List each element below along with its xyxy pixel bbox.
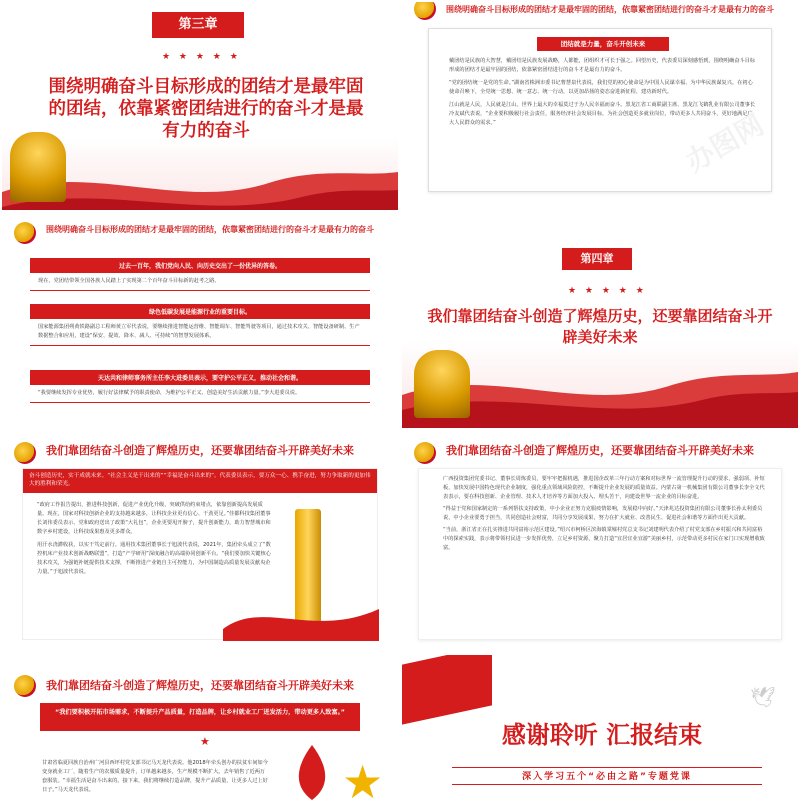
paragraph: “当前，浙江省正在扎实推进共同富裕示范区建设。”绍兴市柯桥区滨海镇棠墟村党总支书记刘建明代表介绍了村党支部在乡村振兴和共同富裕中的探索实践，表示将带领村民进一步发挥优势，立足乡村资源，聚力打造“宜居宜业宜游”美丽乡村，示范带动更多村民在家门口实现增收致富。: [443, 527, 765, 551]
header-title: 我们靠团结奋斗创造了辉煌历史，还要靠团结奋斗开辟美好未来: [46, 444, 354, 457]
paragraph: “政府工作报告提出，推进科技创新，促进产业优化升级，突破供给约束堵点，依靠创新提高发展质量。现在，国家对科技创新企业的支持越来越多，让科技企业更有信心、干劲更足。”佳都科技集团董事长刘伟委员表示。党和政府送出了政策“大礼包”，企业更要甩开膀子，提升创新能力，助力智慧城市和数字乡村建设，让科技成果惠及更多群众。: [37, 502, 271, 535]
paragraph: “党的团结统一是党的生命。”湖南省株洲市委书记曹慧泉代表说，我们党的初心使命是为中国人民谋幸福、为中华民族谋复兴。在初心使命召唤下，全党统一思想、统一意志、统一行动，以更加昂扬的姿态奋进新征程、建功新时代。: [449, 80, 753, 95]
party-emblem-icon: [414, 2, 436, 20]
content-card: [428, 28, 772, 192]
slide-header: [2, 210, 398, 250]
point-block-1: [30, 258, 370, 291]
slide-header: [402, 430, 798, 470]
slide-header: [2, 430, 398, 470]
card-text: [449, 57, 757, 128]
paragraph: 戴团结是民族的大智慧，戴团结是民族发展战略，人都能，团组织才可长于强之。回望历史，代表委员深刻感悟到，围绕明确奋斗目标形成的团结才是最牢固的团结，依靠紧密团结进行的奋斗才是最有力的奋斗。: [449, 58, 756, 73]
chapter-heading: 我们靠团结奋斗创造了辉煌历史，还要靠团结奋斗开辟美好未来: [427, 307, 773, 346]
slide-unity-strength[interactable]: [402, 2, 798, 220]
slide-header: [2, 655, 398, 695]
slide-enterprise-voices[interactable]: [402, 430, 798, 648]
chapter-badge: 第三章: [152, 12, 244, 38]
thank-you-title: 感谢聆听 汇报结束: [501, 721, 703, 749]
content-card: [418, 468, 782, 640]
header-title: 围绕明确奋斗目标形成的团结才是最牢固的团结，依靠紧密团结进行的奋斗才是最有力的奋斗: [446, 5, 774, 14]
point-title: 过去一百年，我们党向人民、向历史交出了一份优异的答卷。: [30, 258, 370, 273]
point-text: “我要继续发挥专业优势，履行好法律赋予的职责使命，为维护公平正义、创造美好生活贡献力量。”李大进委员说。: [30, 385, 370, 403]
point-title: 天达共和律师事务所主任李大进委员表示，要守护公平正义，推动社会和谐。: [30, 370, 370, 385]
paragraph: 用汗水浇灌收获，以实干笃定前行。通用技术集团董事长于旭波代表说，2021年，集团牵头成立了“数控机床产业技术创新战略联盟”，打造“产学研用”深度融合的高端协同创新平台。“我们要加快关键核心技术攻关，为强链补链提供技术支撑，不断推进产业链自主可控能力，为中国制造高质量发展贡献央企力量。”于旭波代表说。: [37, 542, 271, 575]
point-block-2: [30, 304, 370, 346]
header-title: 围绕明确奋斗目标形成的团结才是最牢固的团结，依靠紧密团结进行的奋斗才是最有力的奋斗: [46, 225, 374, 234]
watermark: 办图网: [680, 108, 770, 179]
quote-banner: 奋斗创造历史，实干成就未来。“社会主义是干出来的”“幸福是奋斗出来的”。代表委员表示，要万众一心、携手奋进，努力争取新的更加伟大的胜利和荣光。: [23, 469, 377, 493]
party-emblem-icon: [14, 222, 36, 244]
paragraph: 广西投资集团党委书记、董事长周炼委员，要牢牢把握机遇，推进国企改革三年行动方案和对标世界一流管理提升行动的要求，强弱项、补短板，加快发展中国特色现代企业制度，强化重点领域风险防控，不断提升企业发展的质量效益。内蒙古第一机械集团有限公司董事长李全文代表表示，要在科技创新、企业管理、技术人才培养等方面加大投入、埋头苦干，向建设世界一流企业的目标奋进。: [443, 476, 765, 500]
point-block-3: [30, 370, 370, 403]
golden-lion-statue: [414, 350, 470, 418]
decorative-stars: ★ ★ ★ ★ ★: [568, 286, 647, 296]
slide-village-factory[interactable]: [2, 655, 398, 800]
point-title: 绿色低碳发展是能源行业的重要目标。: [30, 304, 370, 319]
point-text: 现在，党团结带领全国各族人民踏上了实现第二个百年奋斗目标新的赶考之路。: [30, 273, 370, 291]
paragraph: 江山就是人民，人民就是江山。世界上最大的幸福莫过于为人民幸福而奋斗。黑龙江省工商联副主席、黑龙江飞鹤乳业有限公司董事长冷友斌代表说，“企业要积极履行社会责任，服务经济社会发展目标，为社会创造更多就业岗位，带动更多人共同奋斗，更好地满足广大人民群众的需求。”: [449, 102, 756, 126]
dove-icon: 🕊: [750, 685, 776, 709]
party-emblem-icon: [414, 442, 436, 464]
slide-three-points[interactable]: [2, 210, 398, 428]
point-text: 国家能源集团朔黄铁路副总工程师黄立军代表说，要继续推进智能运营维、智能调车、智能驾驶等项目，通过技术攻关、智能设备研制、生产数据整合和应用，建设“保安、提效、降本、减人、可持续”的智慧发展体系。: [30, 319, 370, 346]
party-emblem-icon: [14, 675, 36, 697]
star-icon: ★: [200, 735, 210, 748]
section-pill: 团结就是力量，奋斗开创未来: [537, 37, 669, 51]
slide-thank-you[interactable]: [402, 655, 798, 800]
party-emblem-icon: [14, 442, 36, 464]
decorative-stars: ★ ★ ★ ★ ★: [162, 52, 241, 62]
gold-star-icon: ★: [342, 755, 384, 800]
card-text: [443, 475, 767, 553]
paragraph: “得益于党和国家制定的一系列帮扶支持政策，中小企业正努力克服疫情影响，发展稳中向好。”天津兆达投资集团有限公司董事长孙太利委员说，中小企业要勇于担当，共同创造社会财富，共同分享发展成果，努力在扩大就业、改善民生、促进社会和谐等方面作出更大贡献。: [443, 506, 763, 521]
header-title: 我们靠团结奋斗创造了辉煌历史，还要靠团结奋斗开辟美好未来: [46, 679, 354, 692]
lesson-subtitle: 深入学习五个“必由之路”专题党课: [452, 767, 762, 785]
card-text: [37, 501, 273, 577]
red-ribbon-wave: [223, 589, 379, 641]
quote-banner: “我们要积极开拓市场需求，不断提升产品质量，打造品牌，让乡村就业工厂迸发活力，带动更多人致富。”: [40, 703, 360, 731]
chapter-heading: 围绕明确奋斗目标形成的团结才是最牢固的团结，依靠紧密团结进行的奋斗才是最有力的奋斗: [48, 77, 364, 141]
chapter-badge: 第四章: [562, 248, 632, 270]
slide-struggle-history[interactable]: [2, 430, 398, 648]
card-text: 甘肃省临夏回族自治州广河县西坪村党支部书记马天龙代表说。他2018年牵头创办的扶贫车间如今变身就业工厂，随着生产的农服质量提升，订单越来越多，生产规模不断扩大。去年销售了近两万套服装。“幸福生活是奋斗出来的。接下来，我们将继续打造品牌，提升产品质量，让更多人过上好日子。”马天龙代表说。: [42, 760, 268, 793]
content-card: [22, 468, 378, 640]
golden-lion-statue: [10, 132, 66, 202]
slide-chapter-four[interactable]: [402, 210, 798, 428]
red-flame-decoration: [292, 745, 332, 800]
header-title: 我们靠团结奋斗创造了辉煌历史，还要靠团结奋斗开辟美好未来: [446, 444, 754, 457]
slide-chapter-three[interactable]: [2, 2, 398, 220]
